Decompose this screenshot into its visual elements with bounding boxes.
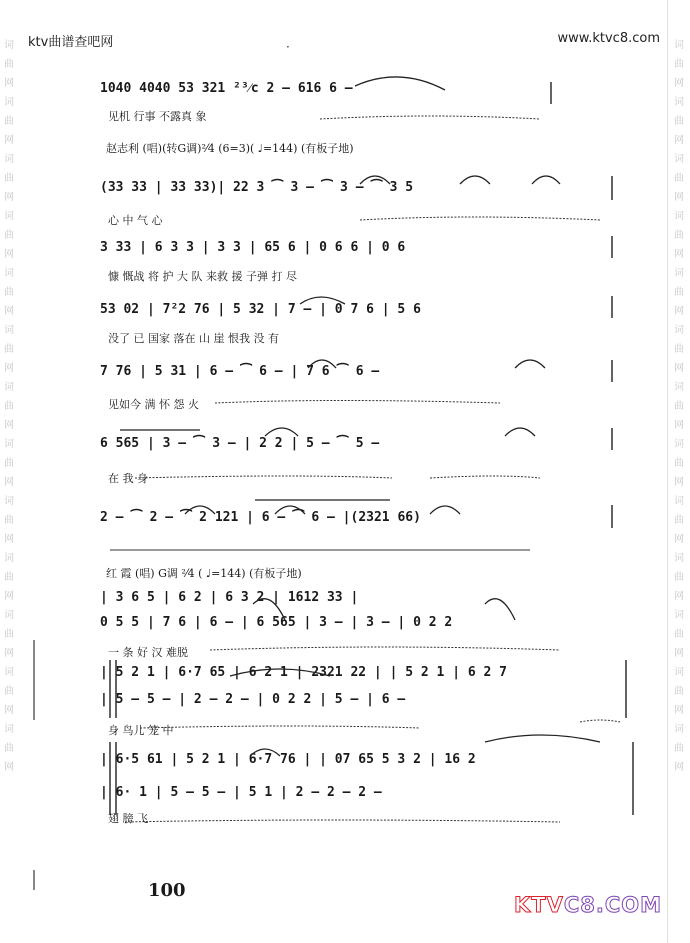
watermark-glyph: 曲 — [674, 59, 684, 70]
watermark-glyph: 曲 — [4, 458, 14, 469]
notation-row: 7 76 | 5 31 | 6 — ⁀ 6 — | 7 6 ⁀ 6 — — [100, 364, 380, 379]
watermark-glyph: 曲 — [4, 116, 14, 127]
watermark-glyph: 曲 — [4, 173, 14, 184]
notation-row: | 3 6 5 | 6 2 | 6 3 2 | 1612 33 | — [100, 590, 359, 605]
watermark-glyph: 词 — [674, 610, 684, 621]
stray-dot: · — [286, 40, 290, 54]
watermark-glyph: 网 — [674, 477, 684, 488]
watermark-glyph: 词 — [4, 40, 14, 51]
watermark-glyph: 网 — [674, 249, 684, 260]
watermark-glyph: 曲 — [674, 743, 684, 754]
watermark-glyph: 词 — [674, 553, 684, 564]
watermark-glyph: 曲 — [674, 458, 684, 469]
watermark-glyph: 词 — [4, 268, 14, 279]
watermark-glyph: 网 — [4, 420, 14, 431]
watermark-glyph: 词 — [674, 40, 684, 51]
watermark-glyph: 词 — [674, 382, 684, 393]
watermark-glyph: 词 — [674, 211, 684, 222]
notation-row: | 6·5 61 | 5 2 1 | 6·7 76 | | 07 65 5 3 2 | 16 2 — [100, 752, 476, 767]
watermark-glyph: 网 — [4, 249, 14, 260]
watermark-glyph: 网 — [674, 135, 684, 146]
watermark-glyph: 网 — [674, 591, 684, 602]
lyric-row: 慷 慨战 将 护 大 队 来救 援 子弹 打 尽 — [108, 270, 297, 283]
watermark-glyph: 曲 — [4, 230, 14, 241]
notation-row: 6 565 | 3 — ⁀ 3 — | 2 2 | 5 — ⁀ 5 — — [100, 436, 380, 451]
watermark-glyph: 词 — [674, 667, 684, 678]
watermark-glyph: 网 — [674, 306, 684, 317]
watermark-glyph: 词 — [4, 154, 14, 165]
watermark-glyph: 曲 — [674, 401, 684, 412]
notation-row: | 6· 1 | 5 — 5 — | 5 1 | 2 — 2 — 2 — — [100, 785, 382, 800]
watermark-glyph: 词 — [4, 382, 14, 393]
lyric-row: 身 鸟儿 笼 中 — [108, 724, 174, 737]
watermark-glyph: 曲 — [674, 344, 684, 355]
watermark-glyph: 词 — [674, 724, 684, 735]
watermark-glyph: 曲 — [674, 629, 684, 640]
watermark-glyph: 曲 — [674, 515, 684, 526]
watermark-glyph: 网 — [4, 762, 14, 773]
watermark-glyph: 网 — [4, 363, 14, 374]
lyric-row: 没了 已 国家 落在 山 崖 恨我 没 有 — [108, 332, 279, 345]
section-header: 赵志利 (唱)(转G调)²⁄4 (6=3)( ♩=144) (有板子地) — [106, 142, 354, 155]
site-name: ktv曲谱查吧网 — [28, 35, 114, 50]
lyric-row: 心 中 气 心 — [108, 214, 163, 227]
watermark-glyph: 曲 — [674, 287, 684, 298]
watermark-glyph: 曲 — [4, 401, 14, 412]
watermark-glyph: 网 — [674, 705, 684, 716]
site-url: www.ktvc8.com — [557, 31, 660, 46]
watermark-glyph: 网 — [4, 477, 14, 488]
watermark-glyph: 词 — [674, 154, 684, 165]
watermark-glyph: 词 — [4, 439, 14, 450]
lyric-row: 一 条 好 汉 难脱 — [108, 646, 188, 659]
watermark-glyph: 曲 — [674, 230, 684, 241]
watermark-glyph: 曲 — [4, 515, 14, 526]
watermark-glyph: 词 — [674, 268, 684, 279]
watermark-glyph: 曲 — [4, 629, 14, 640]
lyric-row: 见机 行事 不露真 象 — [108, 110, 207, 123]
watermark-glyph: 曲 — [674, 173, 684, 184]
lyric-row: 翅 膀 飞 — [108, 812, 148, 825]
watermark-glyph: 曲 — [674, 686, 684, 697]
watermark-glyph: 词 — [4, 667, 14, 678]
watermark-glyph: 曲 — [4, 572, 14, 583]
watermark-glyph: 网 — [4, 648, 14, 659]
watermark-glyph: 网 — [674, 648, 684, 659]
watermark-glyph: 网 — [674, 192, 684, 203]
watermark-glyph: 曲 — [674, 116, 684, 127]
watermark-glyph: 曲 — [4, 344, 14, 355]
watermark-glyph: 曲 — [4, 686, 14, 697]
watermark-glyph: 曲 — [4, 743, 14, 754]
watermark-glyph: 词 — [4, 553, 14, 564]
watermark-glyph: 词 — [4, 724, 14, 735]
watermark-glyph: 词 — [4, 325, 14, 336]
notation-row: (33 33 | 33 33)| 22 3 ⁀ 3 — ⁀ 3 — ⁀ 3 5 — [100, 180, 414, 195]
section-header: 红 霞 (唱) G调 ²⁄4 ( ♩=144) (有板子地) — [106, 567, 302, 580]
notation-row: 1040 4040 53 321 ²³⁄c 2 — 616 6 — — [100, 81, 353, 96]
logo-c8com: C8.COM — [563, 893, 662, 917]
watermark-glyph: 网 — [4, 192, 14, 203]
watermark-glyph: 词 — [4, 610, 14, 621]
watermark-glyph: 网 — [4, 135, 14, 146]
watermark-glyph: 词 — [674, 325, 684, 336]
watermark-glyph: 曲 — [674, 572, 684, 583]
watermark-glyph: 网 — [4, 705, 14, 716]
notation-row: 2 — ⁀ 2 — ⁀ 2 121 | 6 — ⁀ 6 — |(2321 66) — [100, 510, 421, 525]
watermark-glyph: 网 — [674, 363, 684, 374]
notation-row: | 5 2 1 | 6·7 65 | 6 2 1 | 2321 22 | | 5 2 1 | 6 2 7 — [100, 665, 507, 680]
watermark-glyph: 词 — [4, 97, 14, 108]
watermark-glyph: 网 — [4, 306, 14, 317]
watermark-glyph: 词 — [674, 97, 684, 108]
watermark-glyph: 曲 — [4, 59, 14, 70]
lyric-row: 见如今 满 怀 怨 火 — [108, 398, 199, 411]
watermark-glyph: 词 — [4, 211, 14, 222]
notation-row: 3 33 | 6 3 3 | 3 3 | 65 6 | 0 6 6 | 0 6 — [100, 240, 406, 255]
watermark-glyph: 网 — [674, 420, 684, 431]
watermark-glyph: 网 — [674, 762, 684, 773]
watermark-glyph: 网 — [674, 534, 684, 545]
watermark-glyph: 曲 — [4, 287, 14, 298]
logo-ktv: KTV — [513, 893, 564, 917]
notation-row: | 5 — 5 — | 2 — 2 — | 0 2 2 | 5 — | 6 — — [100, 692, 406, 707]
watermark-glyph: 网 — [4, 534, 14, 545]
notation-row: 53 02 | 7²2 76 | 5 32 | 7 — | 0 7 6 | 5 6 — [100, 302, 421, 317]
ktvc8-logo — [514, 893, 662, 917]
watermark-glyph: 网 — [4, 78, 14, 89]
watermark-glyph: 词 — [4, 496, 14, 507]
watermark-glyph: 词 — [674, 439, 684, 450]
watermark-glyph: 网 — [4, 591, 14, 602]
page-number: 100 — [148, 880, 186, 901]
notation-row: 0 5 5 | 7 6 | 6 — | 6 565 | 3 — | 3 — | 0 2 2 — [100, 615, 453, 630]
lyric-row: 在 我 身 — [108, 472, 148, 485]
watermark-glyph: 词 — [674, 496, 684, 507]
watermark-glyph: 网 — [674, 78, 684, 89]
